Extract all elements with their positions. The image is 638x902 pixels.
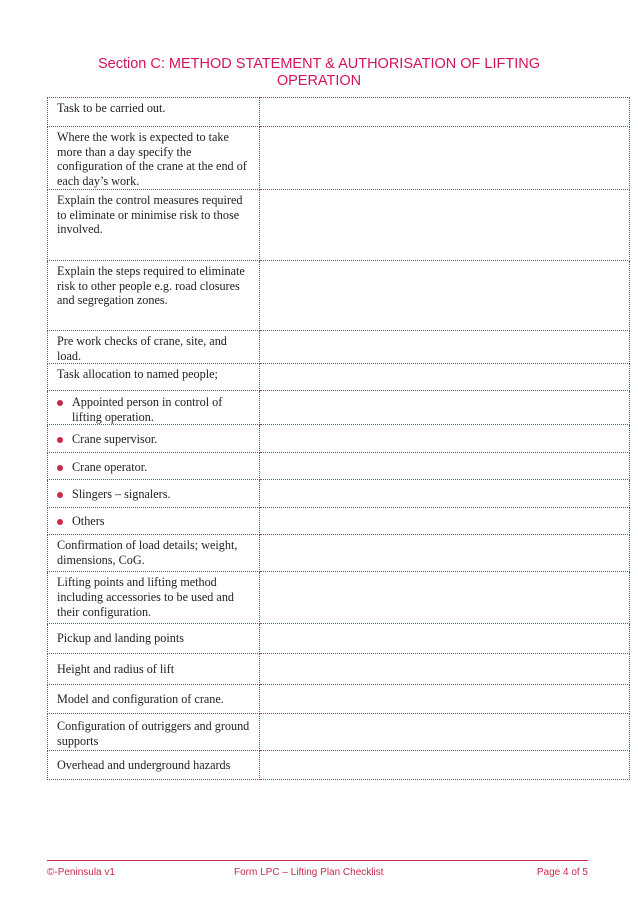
table-row xyxy=(48,453,630,480)
row-label: Pickup and landing points xyxy=(48,624,260,654)
table-row xyxy=(48,331,630,364)
response-cell[interactable] xyxy=(260,261,630,331)
row-label: Model and configuration of crane. xyxy=(48,685,260,714)
response-cell[interactable] xyxy=(260,624,630,654)
footer-form-name: Form LPC – Lifting Plan Checklist xyxy=(234,867,384,878)
table-row xyxy=(48,391,630,425)
response-cell[interactable] xyxy=(260,190,630,261)
bullet-icon xyxy=(57,437,63,443)
footer-copyright: ©-Peninsula v1 xyxy=(47,867,115,878)
table-row xyxy=(48,480,630,508)
table-row xyxy=(48,364,630,391)
table-row xyxy=(48,425,630,453)
bullet-item xyxy=(48,508,260,535)
section-title-line2: OPERATION xyxy=(276,73,362,89)
table-row xyxy=(48,508,630,535)
bullet-text: Others xyxy=(72,514,105,529)
bullet-text: Appointed person in control of lifting operation. xyxy=(72,395,223,424)
response-cell[interactable] xyxy=(260,364,630,391)
response-cell[interactable] xyxy=(260,453,630,480)
response-cell[interactable] xyxy=(260,572,630,624)
table-row xyxy=(48,190,630,261)
table-row xyxy=(48,572,630,624)
response-cell[interactable] xyxy=(260,535,630,572)
table-row xyxy=(48,98,630,127)
bullet-item xyxy=(48,453,260,480)
response-cell[interactable] xyxy=(260,714,630,751)
section-title-line1: Section C: METHOD STATEMENT & AUTHORISATION OF LIFTING xyxy=(97,56,541,72)
table-row xyxy=(48,127,630,190)
row-label: Explain the steps required to eliminate risk to other people e.g. road closures and segregation zones. xyxy=(48,261,260,331)
table-row xyxy=(48,535,630,572)
row-label: Explain the control measures required to eliminate or minimise risk to those involved. xyxy=(48,190,260,261)
row-label: Overhead and underground hazards xyxy=(48,751,260,780)
row-label: Configuration of outriggers and ground supports xyxy=(48,714,260,751)
table-row xyxy=(48,751,630,780)
row-label: Task allocation to named people; xyxy=(48,364,260,391)
bullet-item xyxy=(48,480,260,508)
bullet-item xyxy=(48,391,260,425)
bullet-text: Slingers – signalers. xyxy=(72,487,171,502)
response-cell[interactable] xyxy=(260,480,630,508)
table-row xyxy=(48,685,630,714)
row-label: Lifting points and lifting method including accessories to be used and their configuration. xyxy=(48,572,260,624)
lifting-plan-table xyxy=(47,97,630,780)
row-label: Confirmation of load details; weight, dimensions, CoG. xyxy=(48,535,260,572)
table-row xyxy=(48,714,630,751)
bullet-icon xyxy=(57,400,63,406)
response-cell[interactable] xyxy=(260,685,630,714)
bullet-text: Crane operator. xyxy=(72,460,148,475)
section-title xyxy=(60,56,578,90)
bullet-icon xyxy=(57,465,63,471)
response-cell[interactable] xyxy=(260,98,630,127)
bullet-icon xyxy=(57,519,63,525)
footer-divider xyxy=(47,860,588,861)
bullet-item xyxy=(48,425,260,453)
table-row xyxy=(48,624,630,654)
bullet-icon xyxy=(57,492,63,498)
response-cell[interactable] xyxy=(260,391,630,425)
row-label: Pre work checks of crane, site, and load. xyxy=(48,331,260,364)
response-cell[interactable] xyxy=(260,654,630,685)
response-cell[interactable] xyxy=(260,751,630,780)
row-label: Task to be carried out. xyxy=(48,98,260,127)
bullet-text: Crane supervisor. xyxy=(72,432,158,447)
footer-page-number: Page 4 of 5 xyxy=(536,867,588,878)
table-row xyxy=(48,654,630,685)
response-cell[interactable] xyxy=(260,331,630,364)
table-row xyxy=(48,261,630,331)
response-cell[interactable] xyxy=(260,508,630,535)
response-cell[interactable] xyxy=(260,425,630,453)
response-cell[interactable] xyxy=(260,127,630,190)
row-label: Where the work is expected to take more than a day specify the configuration of the crane at the end of each day’s work. xyxy=(48,127,260,190)
row-label: Height and radius of lift xyxy=(48,654,260,685)
